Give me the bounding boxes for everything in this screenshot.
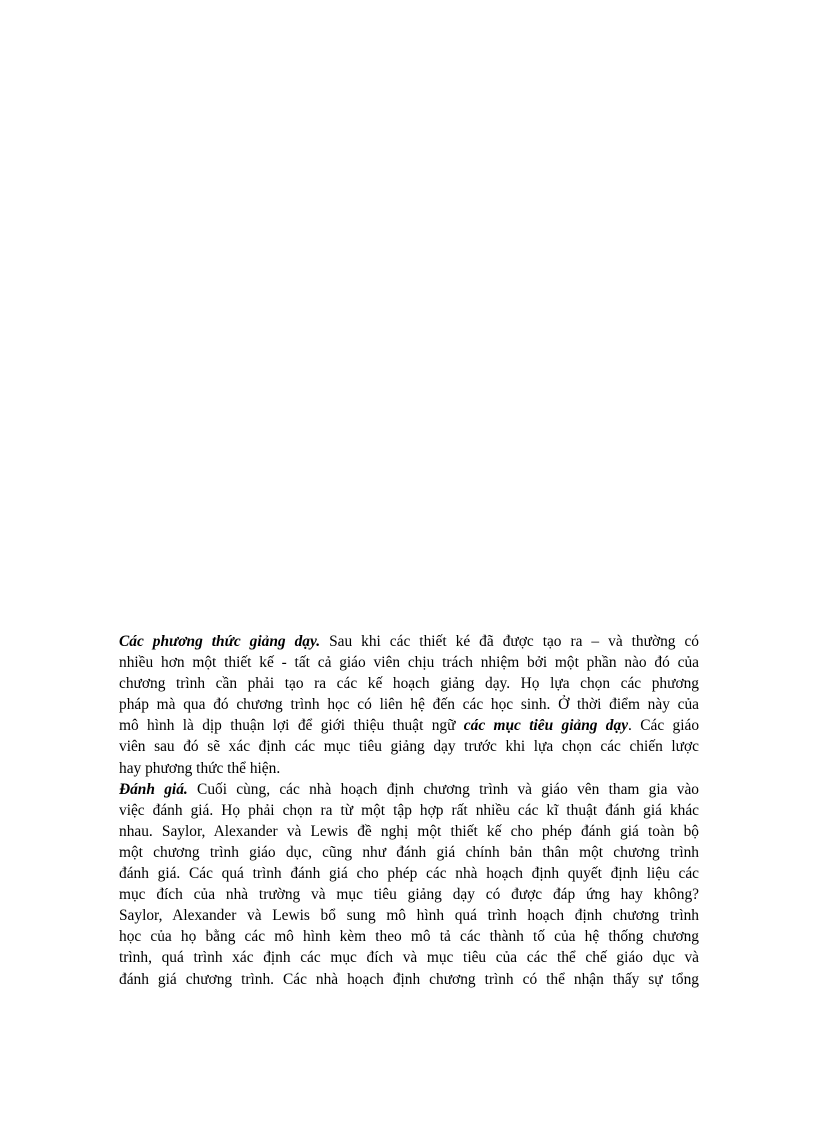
text-line: pháp mà qua đó chương trình học có liên hệ đến các học sinh. Ở thời điểm này của	[119, 696, 699, 714]
text-line: Saylor, Alexander và Lewis bổ sung mô hình quá trình hoạch định chương trình	[119, 907, 699, 925]
section-heading-teaching-methods: Các phương thức giảng dạy.	[119, 633, 321, 650]
body-text	[119, 631, 699, 990]
text-line: chương trình cần phải tạo ra các kế hoạch giảng dạy. Họ lựa chọn các phương	[119, 675, 699, 693]
text-line: trình, quá trình xác định các mục đích và mục tiêu của các thể chế giáo dục và	[119, 949, 699, 967]
text-line: mục đích của nhà trường và mục tiêu giảng dạy có được đáp ứng hay không?	[119, 886, 699, 904]
text-line: nhau. Saylor, Alexander và Lewis đề nghị một thiết kế cho phép đánh giá toàn bộ	[119, 822, 699, 840]
term-teaching-objectives: các mục tiêu giảng dạy	[463, 717, 629, 735]
text-run: . Các giáo	[628, 717, 699, 735]
text-line: học của họ bằng các mô hình kèm theo mô tả các thành tố của hệ thống chương	[119, 928, 699, 946]
text-line	[119, 715, 699, 736]
text-line	[119, 631, 699, 652]
text-line	[119, 779, 699, 800]
text-line: hay phương thức thể hiện.	[119, 759, 281, 777]
text-line: nhiều hơn một thiết kế - tất cả giáo viên chịu trách nhiệm bởi một phần nào đó của	[119, 654, 699, 672]
text-run: mô hình là dịp thuận lợi để giới thiệu thuật ngữ	[119, 717, 464, 735]
text-run: Cuối cùng, các nhà hoạch định chương trình và giáo vên tham gia vào	[187, 780, 699, 798]
text-line: đánh giá chương trình. Các nhà hoạch định chương trình có thể nhận thấy sự tổng	[119, 970, 699, 988]
text-line: việc đánh giá. Họ phải chọn ra từ một tập hợp rất nhiều các kĩ thuật đánh giá khác	[119, 801, 699, 819]
section-heading-evaluation: Đánh giá.	[119, 780, 188, 798]
text-line: viên sau đó sẽ xác định các mục tiêu giảng dạy trước khi lựa chọn các chiến lược	[119, 738, 699, 756]
text-line: một chương trình giáo dục, cũng như đánh giá chính bản thân một chương trình	[119, 843, 699, 861]
text-run: Sau khi các thiết ké đã được tạo ra – và thường có	[320, 633, 699, 650]
text-line: đánh giá. Các quá trình đánh giá cho phép các nhà hoạch định quyết định liệu các	[119, 865, 699, 883]
